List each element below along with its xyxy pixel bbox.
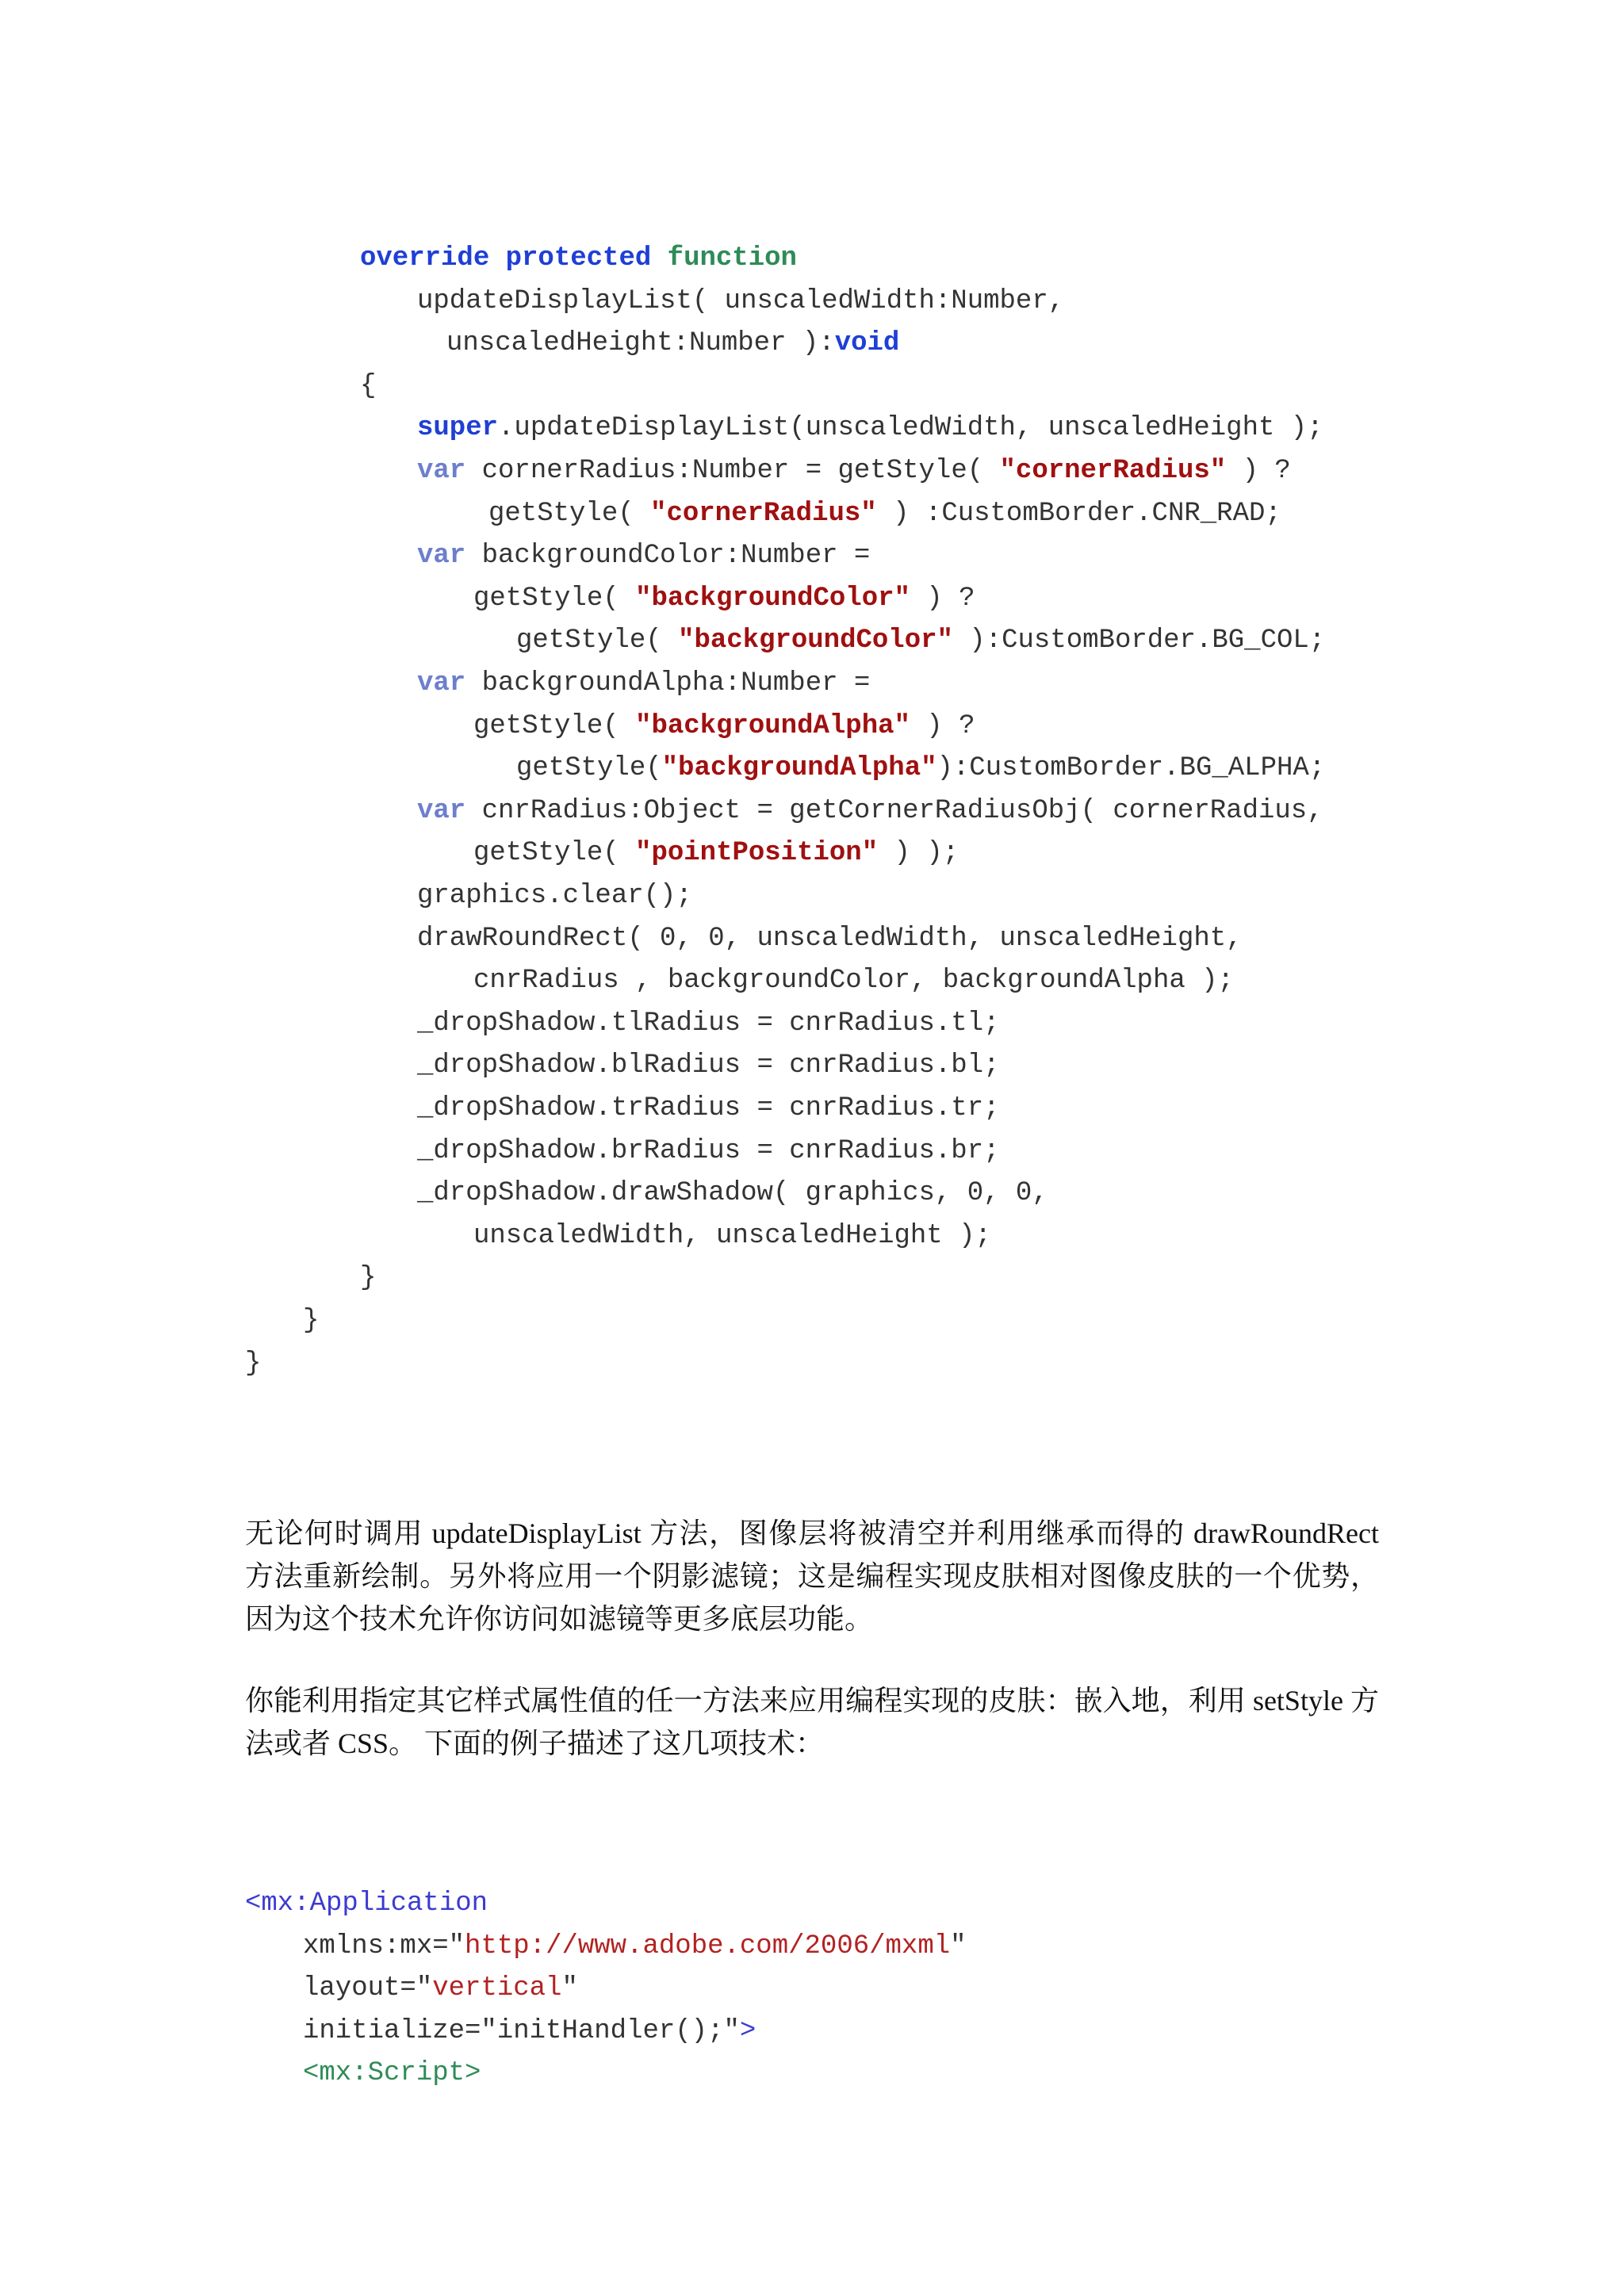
actionscript-code-line [417, 1177, 1048, 1209]
actionscript-code-line [360, 370, 376, 402]
code-token: var [417, 456, 466, 486]
code-token: var [417, 668, 466, 698]
code-token: .updateDisplayList(unscaledWidth, unscaledHeight ); [498, 413, 1323, 444]
code-token: getStyle( [473, 838, 636, 869]
code-token: "backgroundAlpha" [661, 753, 937, 784]
code-token: cornerRadius:Number = getStyle( [465, 456, 1000, 486]
actionscript-code-line [245, 1348, 261, 1380]
code-token: "cornerRadius" [999, 456, 1227, 486]
code-token: graphics.clear(); [417, 881, 692, 911]
actionscript-code-line [360, 1262, 376, 1294]
actionscript-code-line [303, 1305, 319, 1337]
code-token: } [303, 1306, 320, 1336]
code-token: "cornerRadius" [650, 498, 877, 529]
code-token: var [417, 541, 466, 572]
code-token: drawRoundRect( 0, 0, unscaledWidth, unscaledHeight, [417, 923, 1243, 954]
actionscript-code-line [516, 625, 1325, 656]
code-token: http://www.adobe.com/2006/mxml [465, 1931, 951, 1961]
code-token: cnrRadius:Object = getCornerRadiusObj( cornerRadius, [465, 795, 1323, 826]
code-token: backgroundAlpha:Number = [465, 668, 871, 698]
actionscript-code-line [417, 285, 1064, 317]
actionscript-code-line [417, 668, 870, 699]
mxml-code-line [245, 1888, 488, 1919]
code-token: ) :CustomBorder.CNR_RAD; [876, 498, 1281, 529]
code-token: { [360, 370, 377, 401]
code-token: ) ); [878, 838, 959, 869]
actionscript-code-line [473, 710, 975, 742]
code-token: getStyle( [488, 498, 651, 529]
code-token: "backgroundAlpha" [635, 710, 910, 741]
code-token: "pointPosition" [635, 838, 879, 869]
code-token: backgroundColor:Number = [465, 541, 871, 572]
code-token: override protected [360, 243, 668, 274]
code-token: <mx:Application [245, 1888, 488, 1919]
actionscript-code-line [488, 498, 1281, 530]
code-token: void [834, 328, 900, 359]
mxml-code-line [303, 1931, 967, 1962]
code-token: "backgroundColor" [678, 626, 953, 656]
code-token: " [950, 1931, 967, 1961]
actionscript-code-line [417, 795, 1323, 827]
code-token: ) ? [910, 583, 975, 614]
code-token: initialize="initHandler();" [303, 2015, 740, 2046]
code-token: function [667, 243, 797, 274]
code-token: } [360, 1263, 377, 1294]
actionscript-code-line [473, 1220, 991, 1252]
code-token: super [417, 413, 499, 444]
actionscript-code-line [417, 1050, 1000, 1081]
code-token: > [739, 2015, 756, 2046]
actionscript-code-line [473, 837, 959, 869]
actionscript-code-line [516, 752, 1325, 784]
code-token: ):CustomBorder.BG_ALPHA; [936, 753, 1326, 784]
code-token: _dropShadow.drawShadow( graphics, 0, 0, [417, 1178, 1048, 1209]
code-token: _dropShadow.blRadius = cnrRadius.bl; [417, 1050, 1000, 1081]
code-token: cnrRadius , backgroundColor, backgroundAlpha ); [473, 966, 1234, 997]
mxml-code-line [303, 1973, 578, 2004]
code-token: } [245, 1348, 262, 1379]
actionscript-code-line [473, 583, 975, 614]
code-token: var [417, 795, 466, 826]
actionscript-code-line [417, 1135, 1000, 1167]
code-token: _dropShadow.tlRadius = cnrRadius.tl; [417, 1008, 1000, 1039]
code-token: ) ? [1226, 456, 1291, 486]
actionscript-code-line [417, 923, 1243, 955]
code-token: "backgroundColor" [635, 583, 910, 614]
code-token: unscaledHeight:Number ): [446, 328, 835, 359]
code-token: layout=" [303, 1973, 433, 2003]
mxml-code-line [303, 2057, 481, 2089]
code-token: _dropShadow.brRadius = cnrRadius.br; [417, 1135, 1000, 1166]
code-token: getStyle( [473, 583, 636, 614]
actionscript-code-line [473, 965, 1234, 997]
actionscript-code-line [417, 540, 870, 572]
code-token: ) ? [910, 710, 975, 741]
paragraph-update-display-list: 无论何时调用 updateDisplayList 方法，图像层将被清空并利用继承而得的 drawRoundRect 方法重新绘制。另外将应用一个阴影滤镜；这是编程实现皮肤相对图像皮肤的一个优势，因为这个技术允许你访问如滤镜等更多底层功能。 [245, 1517, 1379, 1635]
code-token: " [561, 1973, 578, 2003]
code-token: unscaledWidth, unscaledHeight ); [473, 1220, 991, 1251]
code-token: _dropShadow.trRadius = cnrRadius.tr; [417, 1093, 1000, 1123]
code-token: getStyle( [473, 710, 636, 741]
code-token: updateDisplayList( unscaledWidth:Number, [417, 285, 1065, 316]
actionscript-code-line [417, 1093, 1000, 1124]
actionscript-code-line [417, 1008, 1000, 1039]
paragraph-apply-skin: 你能利用指定其它样式属性值的任一方法来应用编程实现的皮肤：嵌入地，利用 setStyle 方法或者 CSS。 下面的例子描述了这几项技术： [245, 1685, 1379, 1759]
actionscript-code-line [417, 880, 692, 912]
code-token: ):CustomBorder.BG_COL; [952, 626, 1326, 656]
code-token: getStyle( [516, 626, 679, 656]
mxml-code-line [303, 2015, 756, 2047]
code-token: xmlns:mx=" [303, 1931, 465, 1961]
actionscript-code-line [446, 327, 899, 359]
actionscript-code-line [360, 243, 797, 274]
code-token: <mx:Script> [303, 2058, 481, 2088]
code-token: getStyle( [516, 753, 662, 784]
actionscript-code-line [417, 412, 1323, 444]
actionscript-code-line [417, 455, 1291, 487]
code-token: vertical [432, 1973, 562, 2003]
